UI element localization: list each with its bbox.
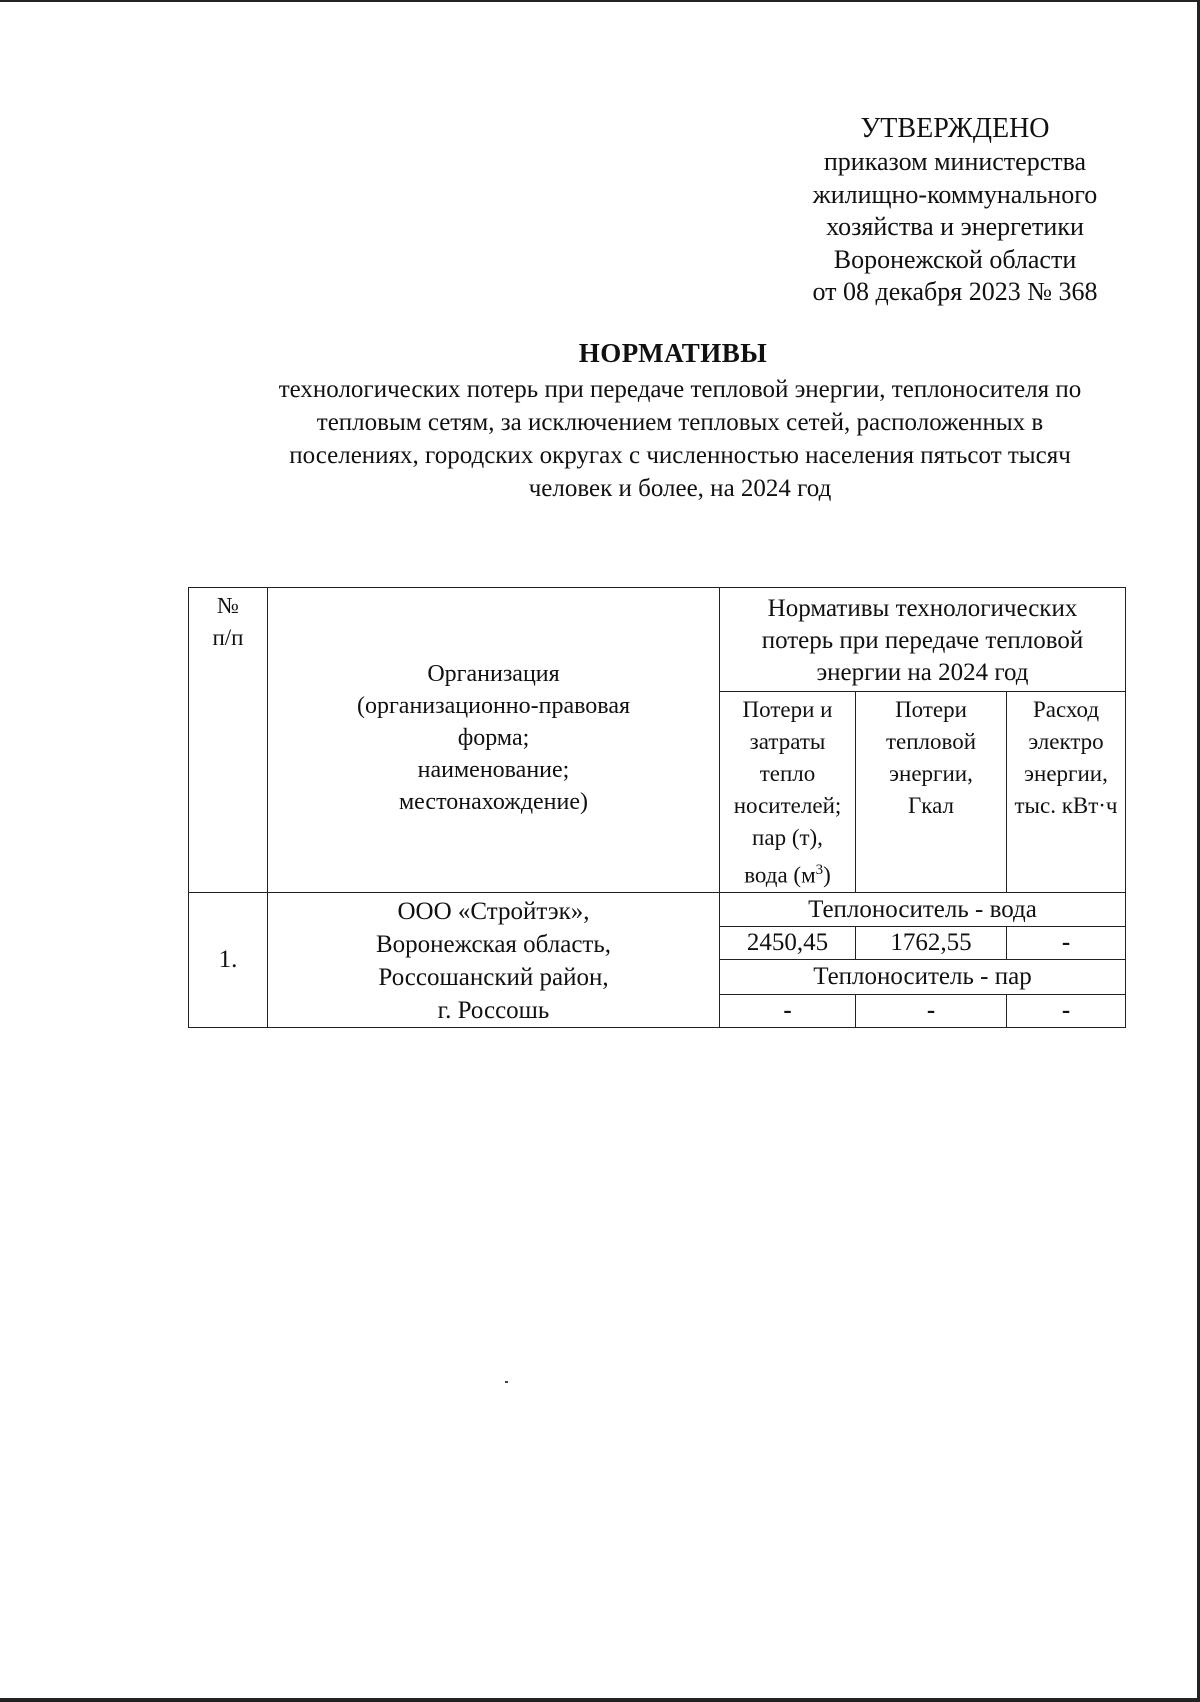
- header-number-label: п/п: [212, 625, 244, 650]
- header-group-line: Нормативы технологических: [767, 595, 1078, 622]
- header-col-a-water-text: вода (м: [744, 862, 816, 888]
- subtitle-line: технологических потерь при передаче тепловой энергии, теплоносителя по: [278, 376, 1082, 403]
- cubic-superscript: 3: [815, 862, 824, 878]
- approval-line: приказом министерства: [823, 147, 1087, 176]
- header-col-a-line: затраты: [749, 729, 826, 754]
- row-org-line: ООО «Стройтэк»,: [397, 897, 590, 925]
- header-norms-group-cell: [720, 588, 1126, 692]
- header-col-b-line: тепловой: [885, 729, 977, 754]
- header-col-b-line: Потери: [895, 697, 967, 722]
- header-number-sign: №: [217, 593, 239, 618]
- page-edge-bottom: [0, 1698, 1200, 1702]
- header-col-a-line: пар (т),: [752, 825, 823, 850]
- approval-line: жилищно-коммунального: [812, 179, 1098, 209]
- water-electricity-value: -: [1007, 927, 1126, 960]
- row-org-line: Воронежская область,: [375, 930, 612, 958]
- header-org-line: (организационно-правовая: [356, 693, 631, 719]
- norms-table: [188, 587, 1126, 1028]
- row-organization-cell: [268, 892, 720, 1027]
- header-col-c-line: тыс. кВт·ч: [1014, 793, 1118, 818]
- water-carrier-losses-value: 2450,45: [720, 927, 856, 960]
- header-col-a-close-paren: ): [823, 862, 831, 888]
- header-col-a-line: тепло: [759, 761, 816, 786]
- norms-table-container: [188, 587, 1126, 1028]
- header-col-a-line: Потери и: [742, 697, 833, 722]
- carrier-steam-label: Теплоноситель - пар: [720, 960, 1126, 995]
- table-row: [189, 892, 1126, 927]
- scan-speck: [505, 1381, 508, 1383]
- header-col-c-line: энергии,: [1024, 761, 1108, 786]
- row-org-line: г. Россошь: [437, 996, 550, 1024]
- steam-electricity-value: -: [1007, 994, 1126, 1027]
- document-subtitle: [210, 373, 1150, 505]
- header-org-line: наименование;: [417, 757, 570, 783]
- header-col-c-line: Расход: [1032, 697, 1100, 722]
- approval-date-line: от 08 декабря 2023 № 368: [812, 277, 1098, 306]
- header-number-cell: [189, 588, 268, 893]
- approval-line: хозяйства и энергетики: [826, 212, 1084, 241]
- header-col-b-line: энергии,: [889, 761, 973, 786]
- header-group-line: потерь при передаче тепловой: [761, 627, 1084, 654]
- header-organization-cell: [268, 588, 720, 893]
- approval-title: УТВЕРЖДЕНО: [860, 113, 1050, 144]
- approval-stamp: [765, 112, 1145, 309]
- header-org-line: местонахождение): [398, 789, 589, 815]
- carrier-water-label: Теплоноситель - вода: [720, 892, 1126, 927]
- header-org-line: Организация: [427, 661, 560, 687]
- header-carrier-losses-cell: [720, 692, 856, 893]
- header-electricity-cell: [1007, 692, 1126, 893]
- header-col-c-line: электро: [1028, 729, 1104, 754]
- subtitle-line: тепловым сетям, за исключением тепловых сетей, расположенных в: [316, 409, 1044, 436]
- subtitle-line: человек и более, на 2024 год: [528, 475, 832, 502]
- page-edge-top: [0, 0, 1200, 2]
- document-title: НОРМАТИВЫ: [578, 338, 768, 368]
- subtitle-line: поселениях, городских округах с численностью населения пятьсот тысяч: [289, 442, 1071, 469]
- document-title-row: [0, 338, 1200, 369]
- table-header-row: [189, 588, 1126, 692]
- header-col-a-water-unit: [720, 854, 855, 892]
- header-col-b-line: Гкал: [907, 793, 954, 818]
- row-org-line: Россошанский район,: [378, 963, 609, 991]
- approval-line: Воронежской области: [833, 244, 1077, 274]
- header-group-line: энергии на 2024 год: [816, 659, 1029, 686]
- row-number-cell: 1.: [189, 892, 268, 1027]
- header-heat-losses-cell: [856, 692, 1007, 893]
- steam-carrier-losses-value: -: [720, 994, 856, 1027]
- header-col-a-line: носителей;: [733, 793, 842, 818]
- steam-heat-losses-value: -: [856, 994, 1007, 1027]
- header-org-line: форма;: [457, 725, 530, 751]
- water-heat-losses-value: 1762,55: [856, 927, 1007, 960]
